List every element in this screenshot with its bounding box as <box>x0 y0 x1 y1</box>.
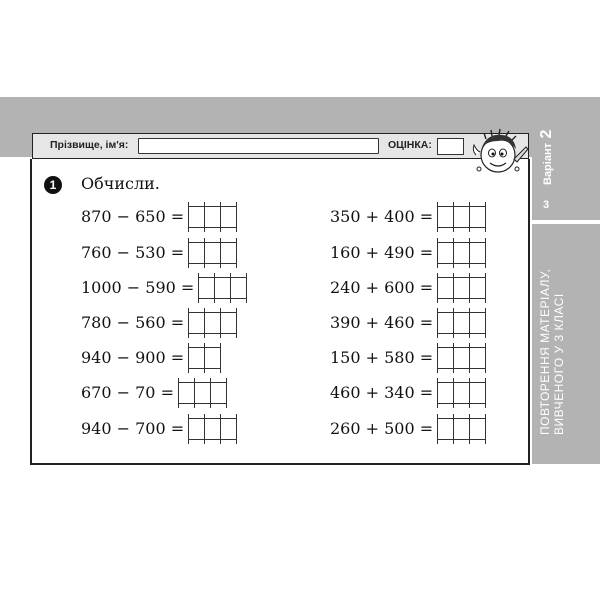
answer-cell[interactable] <box>454 277 469 299</box>
variant-word: Варіант <box>542 143 554 185</box>
problem-expression: 260 + 500 = <box>330 419 434 438</box>
answer-cell[interactable] <box>189 206 204 228</box>
answer-cell-divider <box>226 378 227 408</box>
answer-cell-divider <box>188 343 189 373</box>
answer-cell[interactable] <box>470 418 485 440</box>
answer-cell-divider <box>236 238 237 268</box>
answer-cell-divider <box>214 273 215 303</box>
answer-cell[interactable] <box>454 382 469 404</box>
answer-cell[interactable] <box>470 277 485 299</box>
problem-expression: 160 + 490 = <box>330 243 434 262</box>
answer-cells[interactable] <box>188 308 238 338</box>
answer-cell[interactable] <box>438 242 453 264</box>
task-number-badge: 1 <box>44 176 62 194</box>
answer-cell[interactable] <box>189 242 204 264</box>
answer-cell[interactable] <box>470 382 485 404</box>
answer-cell-divider <box>469 238 470 268</box>
answer-cell-divider <box>188 238 189 268</box>
problem-expression: 670 − 70 = <box>81 383 174 402</box>
answer-cell[interactable] <box>454 347 469 369</box>
answer-cell-divider <box>453 343 454 373</box>
grade-label: ОЦІНКА: <box>388 139 432 151</box>
answer-cell-divider <box>188 202 189 232</box>
answer-cell[interactable] <box>205 312 220 334</box>
answer-cell[interactable] <box>195 382 210 404</box>
answer-cell[interactable] <box>470 312 485 334</box>
problem-expression: 870 − 650 = <box>81 207 185 226</box>
answer-cell[interactable] <box>221 242 236 264</box>
answer-cell-divider <box>437 238 438 268</box>
answer-cells[interactable] <box>188 414 238 444</box>
frame-left-border <box>30 159 32 465</box>
answer-cells[interactable] <box>437 308 487 338</box>
answer-cell[interactable] <box>438 312 453 334</box>
answer-cell-divider <box>246 273 247 303</box>
answer-cell[interactable] <box>454 206 469 228</box>
answer-cell[interactable] <box>438 418 453 440</box>
answer-cell-divider <box>485 238 486 268</box>
answer-cell-divider <box>204 308 205 338</box>
answer-cell-divider <box>485 343 486 373</box>
variant-number: 2 <box>538 129 555 139</box>
answer-cell[interactable] <box>221 206 236 228</box>
answer-cell-divider <box>204 202 205 232</box>
answer-cell-divider <box>230 273 231 303</box>
answer-cells[interactable] <box>188 202 238 232</box>
answer-cell-divider <box>437 308 438 338</box>
task-title: Обчисли. <box>81 174 160 193</box>
problem-expression: 940 − 700 = <box>81 419 185 438</box>
answer-cell[interactable] <box>221 312 236 334</box>
answer-cell-divider <box>194 378 195 408</box>
answer-cell[interactable] <box>179 382 194 404</box>
answer-cell-divider <box>469 414 470 444</box>
answer-cell[interactable] <box>438 206 453 228</box>
answer-cell[interactable] <box>189 312 204 334</box>
problem-expression: 940 − 900 = <box>81 348 185 367</box>
answer-cells[interactable] <box>437 378 487 408</box>
answer-cell[interactable] <box>470 242 485 264</box>
answer-cell-divider <box>469 343 470 373</box>
answer-cell-divider <box>198 273 199 303</box>
answer-cell[interactable] <box>205 242 220 264</box>
answer-cell-divider <box>210 378 211 408</box>
answer-cell-divider <box>485 308 486 338</box>
answer-cells[interactable] <box>437 202 487 232</box>
answer-cell[interactable] <box>215 277 230 299</box>
problem-expression: 240 + 600 = <box>330 278 434 297</box>
answer-cell-divider <box>453 308 454 338</box>
grade-field[interactable] <box>437 138 464 155</box>
answer-cell-divider <box>485 414 486 444</box>
answer-cell-divider <box>236 308 237 338</box>
answer-cell-divider <box>188 308 189 338</box>
answer-cell[interactable] <box>205 418 220 440</box>
answer-cell-divider <box>453 238 454 268</box>
answer-cell-divider <box>469 378 470 408</box>
name-field[interactable] <box>138 138 379 154</box>
answer-cell-divider <box>469 202 470 232</box>
answer-cell-divider <box>453 414 454 444</box>
answer-cells[interactable] <box>437 273 487 303</box>
answer-cell-divider <box>220 343 221 373</box>
mascot-illustration <box>468 125 530 175</box>
answer-cell-divider <box>485 273 486 303</box>
answer-cells[interactable] <box>437 238 487 268</box>
answer-cell-divider <box>437 273 438 303</box>
answer-cell-divider <box>204 238 205 268</box>
answer-cells[interactable] <box>188 238 238 268</box>
answer-cell-divider <box>437 343 438 373</box>
answer-cells[interactable] <box>178 378 228 408</box>
problem-expression: 780 − 560 = <box>81 313 185 332</box>
answer-cell-divider <box>437 202 438 232</box>
answer-cell-divider <box>220 308 221 338</box>
answer-cell-divider <box>220 414 221 444</box>
problem-expression: 390 + 460 = <box>330 313 434 332</box>
answer-cell-divider <box>437 378 438 408</box>
problem-expression: 760 − 530 = <box>81 243 185 262</box>
answer-cells[interactable] <box>437 414 487 444</box>
answer-cell[interactable] <box>221 418 236 440</box>
answer-cell[interactable] <box>470 347 485 369</box>
answer-cell[interactable] <box>231 277 246 299</box>
answer-cell-divider <box>236 414 237 444</box>
answer-cell[interactable] <box>454 418 469 440</box>
answer-cell-divider <box>220 202 221 232</box>
answer-cell-divider <box>453 273 454 303</box>
answer-cell-divider <box>204 343 205 373</box>
page-number: 3 <box>543 199 550 211</box>
answer-cell[interactable] <box>454 242 469 264</box>
answer-cell[interactable] <box>189 418 204 440</box>
answer-cell[interactable] <box>189 347 204 369</box>
problem-expression: 150 + 580 = <box>330 348 434 367</box>
answer-cell-divider <box>469 273 470 303</box>
answer-cell[interactable] <box>438 277 453 299</box>
answer-cell-divider <box>236 202 237 232</box>
answer-cell-divider <box>485 378 486 408</box>
answer-cell[interactable] <box>438 382 453 404</box>
answer-cell[interactable] <box>199 277 214 299</box>
answer-cell-divider <box>469 308 470 338</box>
answer-cell-divider <box>453 202 454 232</box>
problem-expression: 350 + 400 = <box>330 207 434 226</box>
answer-cell[interactable] <box>205 206 220 228</box>
answer-cell[interactable] <box>211 382 226 404</box>
name-label: Прізвище, ім'я: <box>50 139 129 151</box>
answer-cell-divider <box>188 414 189 444</box>
section-title-line1: ПОВТОРЕННЯ МАТЕРІАЛУ, <box>538 268 552 435</box>
answer-cell[interactable] <box>438 347 453 369</box>
answer-cell[interactable] <box>454 312 469 334</box>
problem-expression: 460 + 340 = <box>330 383 434 402</box>
answer-cell-divider <box>485 202 486 232</box>
answer-cell-divider <box>220 238 221 268</box>
answer-cells[interactable] <box>437 343 487 373</box>
answer-cell[interactable] <box>470 206 485 228</box>
section-title-line2: ВИВЧЕНОГО У 3 КЛАСІ <box>552 293 566 435</box>
frame-right-border <box>528 159 530 465</box>
problem-expression: 1000 − 590 = <box>81 278 195 297</box>
answer-cell-divider <box>178 378 179 408</box>
answer-cell-divider <box>453 378 454 408</box>
answer-cell-divider <box>204 414 205 444</box>
answer-cells[interactable] <box>198 273 248 303</box>
answer-cell-divider <box>437 414 438 444</box>
frame-bottom-border <box>30 463 530 465</box>
answer-cell[interactable] <box>205 347 220 369</box>
answer-cells[interactable] <box>188 343 222 373</box>
